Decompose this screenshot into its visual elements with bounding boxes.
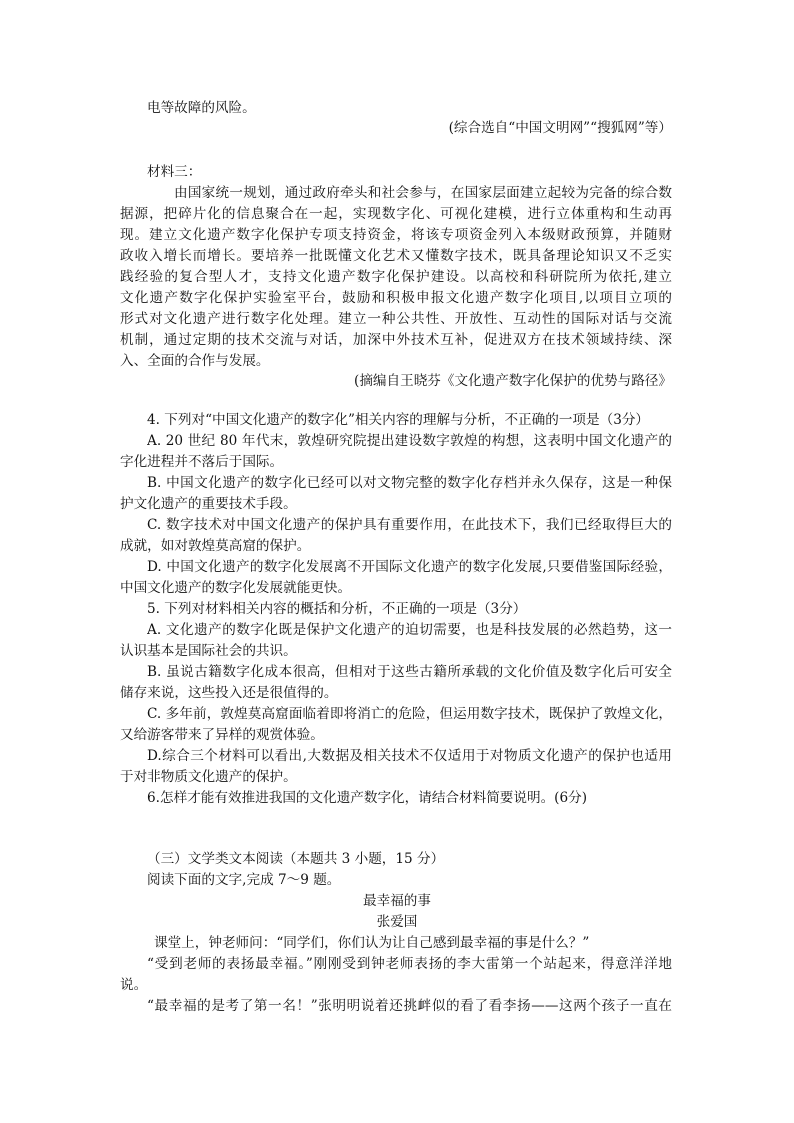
material-three-line: 入、全面的合作与发展。 [120, 353, 270, 369]
question-4-stem: 4. 下列对“中国文化遗产的数字化”相关内容的理解与分析，不正确的一项是（3分） [147, 412, 650, 428]
question-5-stem: 5. 下列对材料相关内容的概括和分析，不正确的一项是（3分） [147, 601, 527, 617]
story-title: 最幸福的事 [363, 893, 431, 909]
material-three-line: 文化遗产数字化保护实验室平台，鼓励和积极申报文化遗产数字化项目,以项目立项的 [120, 290, 672, 306]
q5-option-a: A. 文化遗产的数字化既是保护文化遗产的迫切需要，也是科技发展的必然趋势，这一 [147, 622, 672, 638]
material-three-line: 据源，把碎片化的信息聚合在一起，实现数字化、可视化建模，进行立体重构和生动再 [120, 206, 672, 222]
q4-option-d: D. 中国文化遗产的数字化发展离不开国际文化遗产的数字化发展,只要借鉴国际经验， [147, 559, 672, 575]
story-paragraph: “最幸福的是考了第一名！”张明明说着还挑衅似的看了看李扬——这两个孩子一直在 [147, 998, 672, 1014]
material-three-line: 践经验的复合型人才，支持文化遗产数字化保护建设。以高校和科研院所为依托,建立 [120, 269, 672, 285]
q4-option-b: B. 中国文化遗产的数字化已经可以对文物完整的数字化存档并永久保存，这是一种保 [147, 475, 672, 491]
q5-option-b-cont: 储存来说，这些投入还是很值得的。 [120, 685, 338, 701]
source-citation-3: (摘编自王晓芬《文化遗产数字化保护的优势与路径》 [354, 373, 672, 389]
source-citation-1: (综合选自“中国文明网”“搜狐网”等） [448, 120, 672, 136]
material-three-heading: 材料三： [147, 164, 202, 180]
q5-option-d: D.综合三个材料可以看出,大数据及相关技术不仅适用于对物质文化遗产的保护也适用 [147, 748, 672, 764]
material-three-line: 形式对文化遗产进行数字化处理。建立一种公共性、开放性、互动性的国际对话与交流 [120, 311, 672, 327]
q4-option-a-cont: 字化进程并不落后于国际。 [120, 454, 284, 470]
material-three-line: 由国家统一规划，通过政府牵头和社会参与，在国家层面建立起较为完备的综合数 [174, 185, 672, 201]
story-paragraph-cont: 说。 [120, 977, 148, 993]
question-6: 6.怎样才能有效推进我国的文化遗产数字化，请结合材料简要说明。(6分) [147, 790, 588, 806]
q5-option-c: C. 多年前，敦煌莫高窟面临着即将消亡的危险，但运用数字技术，既保护了敦煌文化， [147, 706, 672, 722]
q5-option-a-cont: 认识基本是国际社会的共识。 [120, 643, 297, 659]
story-paragraph: “受到老师的表扬最幸福。”刚刚受到钟老师表扬的李大雷第一个站起来，得意洋洋地 [147, 956, 672, 972]
q4-option-b-cont: 护文化遗产的重要技术手段。 [120, 496, 297, 512]
material-three-line: 机制，通过定期的技术交流与对话，加深中外技术互补，促进双方在技术领域持续、深 [120, 332, 672, 348]
q5-option-d-cont: 于对非物质文化遗产的保护。 [120, 769, 297, 785]
section-3-instruction: 阅读下面的文字,完成 7～9 题。 [147, 872, 341, 888]
q5-option-b: B. 虽说古籍数字化成本很高，但相对于这些古籍所承载的文化价值及数字化后可安全 [147, 664, 672, 680]
section-3-heading: （三）文学类文本阅读（本题共 3 小题，15 分） [147, 851, 445, 867]
q4-option-c-cont: 成就，如对敦煌莫高窟的保护。 [120, 538, 311, 554]
continued-text: 电等故障的风险。 [147, 100, 256, 116]
q4-option-a: A. 20 世纪 80 年代末，敦煌研究院提出建设数字敦煌的构想，这表明中国文化遗产的 [147, 433, 672, 449]
story-author: 张爱国 [376, 914, 418, 930]
story-paragraph: 课堂上，钟老师问：“同学们，你们认为让自己感到最幸福的事是什么？” [154, 935, 590, 951]
q4-option-d-cont: 中国文化遗产的数字化发展就能更快。 [120, 580, 352, 596]
q5-option-c-cont: 又给游客带来了异样的观赏体验。 [120, 727, 324, 743]
q4-option-c: C. 数字技术对中国文化遗产的保护具有重要作用，在此技术下，我们已经取得巨大的 [147, 517, 672, 533]
material-three-line: 现。建立文化遗产数字化保护专项支持资金，将该专项资金列入本级财政预算，并随财 [120, 227, 672, 243]
material-three-line: 政收入增长而增长。要培养一批既懂文化艺术又懂数字技术，既具备理论知识又不乏实 [120, 248, 672, 264]
